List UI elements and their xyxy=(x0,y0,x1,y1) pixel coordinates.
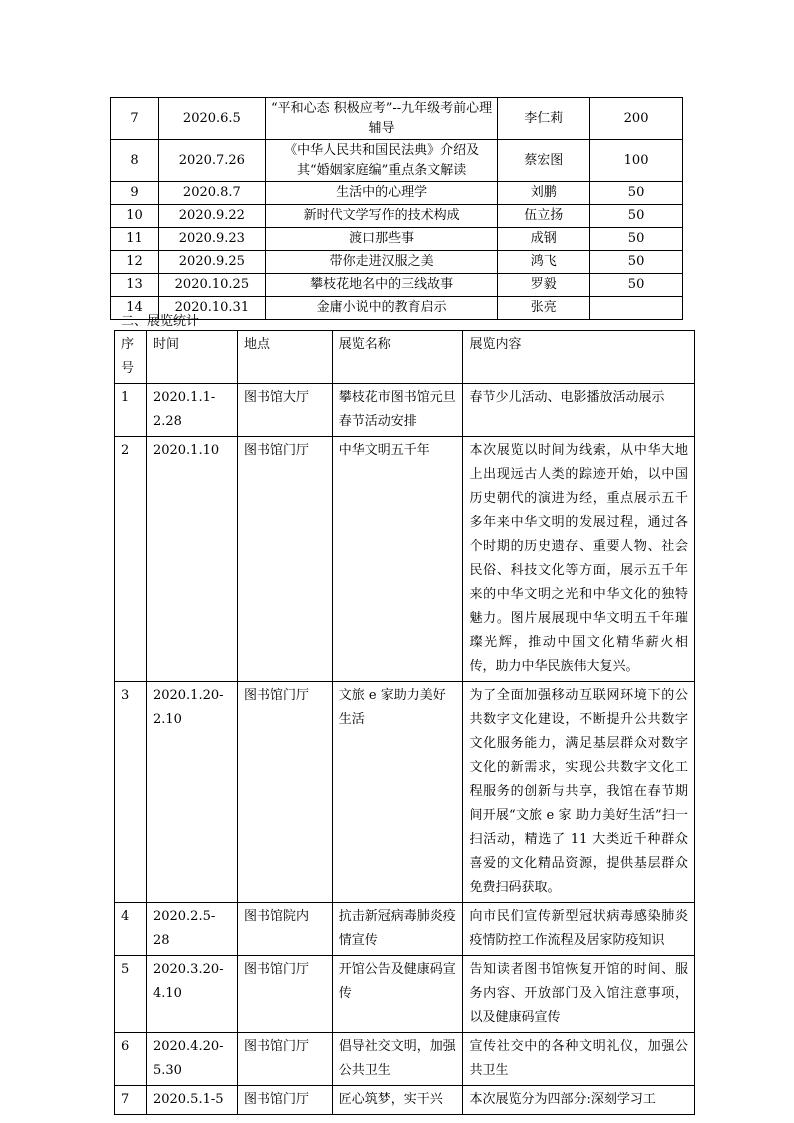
cell-content: 告知读者图书馆恢复开馆的时间、服务内容、开放部门及入馆注意事项，以及健康码宣传 xyxy=(463,956,695,1033)
header-content: 展览内容 xyxy=(463,331,695,384)
table-row xyxy=(111,205,683,228)
cell-speaker: 伍立扬 xyxy=(498,205,590,228)
cell-time: 2020.2.5-28 xyxy=(146,903,237,956)
cell-time: 2020.1.1-2.28 xyxy=(146,384,237,437)
cell-speaker: 刘鹏 xyxy=(498,182,590,205)
cell-time: 2020.5.1-5 xyxy=(146,1086,237,1115)
cell-speaker: 张亮 xyxy=(498,297,590,320)
cell-speaker: 李仁莉 xyxy=(498,98,590,140)
cell-content: 向市民们宣传新型冠状病毒感染肺炎疫情防控工作流程及居家防疫知识 xyxy=(463,903,695,956)
cell-time: 2020.1.10 xyxy=(146,437,237,682)
cell-no: 6 xyxy=(115,1033,147,1086)
lecture-table xyxy=(110,97,683,320)
cell-topic: “平和心态 积极应考”--九年级考前心理辅导 xyxy=(265,98,498,140)
cell-name: 开馆公告及健康码宣传 xyxy=(332,956,463,1033)
cell-count: 100 xyxy=(590,140,683,182)
cell-no: 9 xyxy=(111,182,159,205)
table-row xyxy=(111,140,683,182)
table-row xyxy=(115,1033,695,1086)
table-row xyxy=(111,98,683,140)
cell-date: 2020.9.22 xyxy=(158,205,265,228)
cell-time: 2020.1.20-2.10 xyxy=(146,682,237,903)
header-place: 地点 xyxy=(237,331,332,384)
cell-topic: 攀枝花地名中的三线故事 xyxy=(265,274,498,297)
cell-place: 图书馆门厅 xyxy=(237,1086,332,1115)
cell-place: 图书馆门厅 xyxy=(237,956,332,1033)
cell-content: 本次展览以时间为线索，从中华大地上出现远古人类的踪迹开始，以中国历史朝代的演进为经，重点展示五千多年来中华文明的发展过程，通过各个时期的历史遗存、重要人物、社会民俗、科技文化等方面，展示五千年来的中华文明之光和中华文化的独特魅力。图片展展现中华文明五千年璀璨光辉，推动中国文化精华薪火相传，助力中华民族伟大复兴。 xyxy=(463,437,695,682)
cell-no: 13 xyxy=(111,274,159,297)
cell-no: 7 xyxy=(115,1086,147,1115)
cell-date: 2020.10.25 xyxy=(158,274,265,297)
cell-no: 1 xyxy=(115,384,147,437)
cell-speaker: 罗毅 xyxy=(498,274,590,297)
cell-no: 10 xyxy=(111,205,159,228)
cell-count: 50 xyxy=(590,274,683,297)
cell-content: 宣传社交中的各种文明礼仪，加强公共卫生 xyxy=(463,1033,695,1086)
cell-no: 2 xyxy=(115,437,147,682)
cell-place: 图书馆大厅 xyxy=(237,384,332,437)
cell-no: 3 xyxy=(115,682,147,903)
table-row xyxy=(111,251,683,274)
cell-count: 200 xyxy=(590,98,683,140)
table-row xyxy=(115,384,695,437)
table-row xyxy=(111,228,683,251)
cell-place: 图书馆门厅 xyxy=(237,682,332,903)
table-row xyxy=(111,274,683,297)
cell-name: 中华文明五千年 xyxy=(332,437,463,682)
cell-count xyxy=(590,297,683,320)
cell-topic: 渡口那些事 xyxy=(265,228,498,251)
cell-speaker: 鸿飞 xyxy=(498,251,590,274)
table-row xyxy=(115,437,695,682)
cell-topic: 新时代文学写作的技术构成 xyxy=(265,205,498,228)
cell-content: 本次展览分为四部分:深刻学习工 xyxy=(463,1086,695,1115)
cell-name: 匠心筑梦，实干兴 xyxy=(332,1086,463,1115)
cell-count: 50 xyxy=(590,205,683,228)
cell-topic: 带你走进汉服之美 xyxy=(265,251,498,274)
cell-count: 50 xyxy=(590,182,683,205)
table-row xyxy=(115,956,695,1033)
cell-no: 14 xyxy=(111,297,159,320)
cell-content: 为了全面加强移动互联网环境下的公共数字文化建设，不断提升公共数字文化服务能力，满足基层群众对数字文化的新需求，实现公共数字文化工程服务的创新与共享，我馆在春节期间开展“文旅 e 家 助力美好生活”扫一扫活动，精选了 11 大类近千种群众喜爱的文化精品资源，提供基层群众免费扫码获取。 xyxy=(463,682,695,903)
table-row xyxy=(115,903,695,956)
cell-time: 2020.4.20-5.30 xyxy=(146,1033,237,1086)
cell-topic: 生活中的心理学 xyxy=(265,182,498,205)
cell-name: 倡导社交文明，加强公共卫生 xyxy=(332,1033,463,1086)
cell-date: 2020.10.31 xyxy=(158,297,265,320)
cell-no: 5 xyxy=(115,956,147,1033)
cell-name: 抗击新冠病毒肺炎疫情宣传 xyxy=(332,903,463,956)
table-header-row xyxy=(115,331,695,384)
cell-content: 春节少儿活动、电影播放活动展示 xyxy=(463,384,695,437)
header-name: 展览名称 xyxy=(332,331,463,384)
cell-no: 7 xyxy=(111,98,159,140)
cell-count: 50 xyxy=(590,228,683,251)
cell-name: 文旅 e 家助力美好生活 xyxy=(332,682,463,903)
cell-speaker: 蔡宏图 xyxy=(498,140,590,182)
table-row xyxy=(111,182,683,205)
cell-date: 2020.8.7 xyxy=(158,182,265,205)
cell-place: 图书馆院内 xyxy=(237,903,332,956)
cell-no: 11 xyxy=(111,228,159,251)
cell-date: 2020.9.25 xyxy=(158,251,265,274)
section-heading: 二、展览统计 xyxy=(121,314,200,329)
cell-count: 50 xyxy=(590,251,683,274)
cell-place: 图书馆门厅 xyxy=(237,1033,332,1086)
cell-date: 2020.9.23 xyxy=(158,228,265,251)
header-no: 序号 xyxy=(115,331,147,384)
cell-no: 4 xyxy=(115,903,147,956)
cell-no: 8 xyxy=(111,140,159,182)
table-row xyxy=(115,1086,695,1115)
cell-no: 12 xyxy=(111,251,159,274)
cell-place: 图书馆门厅 xyxy=(237,437,332,682)
table-row xyxy=(115,682,695,903)
cell-topic: 金庸小说中的教育启示 xyxy=(265,297,498,320)
cell-speaker: 成钢 xyxy=(498,228,590,251)
cell-date: 2020.7.26 xyxy=(158,140,265,182)
exhibition-table xyxy=(114,330,695,1115)
header-time: 时间 xyxy=(146,331,237,384)
cell-name: 攀枝花市图书馆元旦春节活动安排 xyxy=(332,384,463,437)
cell-time: 2020.3.20-4.10 xyxy=(146,956,237,1033)
cell-date: 2020.6.5 xyxy=(158,98,265,140)
cell-topic: 《中华人民共和国民法典》介绍及其“婚姻家庭编”重点条文解读 xyxy=(265,140,498,182)
